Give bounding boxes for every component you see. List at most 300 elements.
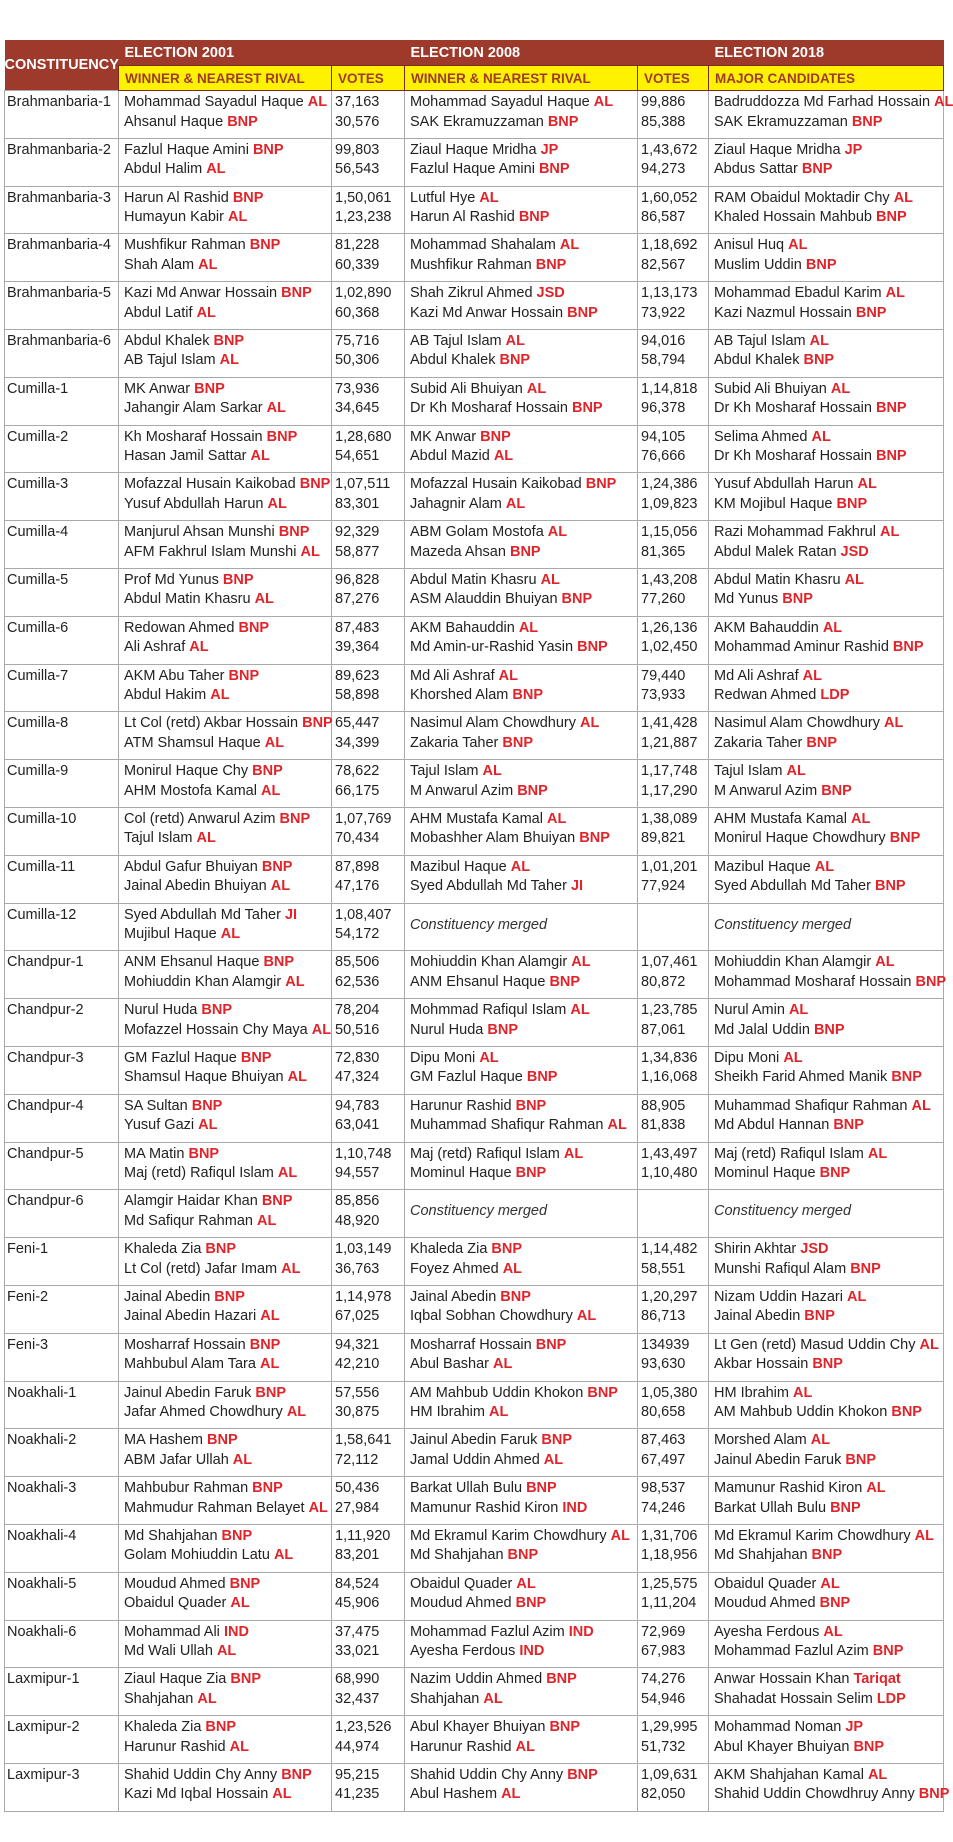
vote-count: 1,24,386: [641, 476, 698, 493]
candidate-name: ANM Ehsanul Haque: [124, 954, 260, 971]
election-2001-header: ELECTION 2001: [119, 40, 405, 66]
party-label: BNP: [512, 687, 543, 704]
party-label: BNP: [229, 1575, 261, 1592]
party-label: AL: [607, 1117, 627, 1134]
winner-rival-2001: [119, 760, 332, 808]
vote-count: 33,021: [335, 1643, 380, 1659]
constituency-name: Brahmanbaria-1: [5, 91, 119, 139]
candidate-line: [124, 1192, 327, 1212]
candidate-line: [714, 523, 939, 543]
candidate-line: [124, 284, 327, 304]
candidate-name: Mushfikur Rahman: [124, 237, 246, 254]
candidate-line: [410, 1451, 633, 1471]
candidate-line: [410, 447, 633, 467]
winner-rival-2001: [119, 616, 332, 664]
votes-2001: [332, 329, 405, 377]
candidate-name: Abdul Matin Khasru: [714, 571, 841, 588]
winner-rival-2008: [405, 282, 638, 330]
candidate-name: Md Ekramul Karim Chowdhury: [714, 1527, 911, 1544]
winner-rival-2001: [119, 1477, 332, 1525]
major-candidates-2018: [709, 1046, 944, 1094]
candidate-line: [714, 351, 939, 371]
winner-rival-2001: [119, 1429, 332, 1477]
party-label: AL: [272, 1786, 292, 1803]
candidate-line: [410, 208, 633, 228]
party-label: BNP: [535, 1336, 567, 1353]
candidate-line: [714, 686, 939, 706]
candidate-name: Obaidul Quader: [714, 1575, 817, 1592]
candidate-line: [410, 256, 633, 276]
table-row: [5, 999, 944, 1047]
party-label: BNP: [252, 763, 283, 780]
table-row: [5, 951, 944, 999]
candidate-name: AHM Mustafa Kamal: [714, 810, 847, 827]
votes-2008: [638, 951, 709, 999]
party-label: BNP: [804, 1308, 835, 1325]
constituency-name: Chandpur-2: [5, 999, 119, 1047]
table-row: [5, 473, 944, 521]
vote-count: 81,365: [641, 543, 686, 560]
vote-count: 75,716: [335, 332, 380, 349]
party-label: BNP: [547, 113, 579, 130]
candidate-line: [410, 1546, 633, 1566]
votes-2008: [638, 807, 709, 855]
candidate-name: Muslim Uddin: [714, 256, 802, 273]
party-label: BNP: [805, 256, 837, 273]
votes-2008: [638, 425, 709, 473]
candidate-line: [410, 1594, 633, 1614]
votes-2001: [332, 138, 405, 186]
winner-rival-2008: [405, 855, 638, 903]
candidate-name: Shah Alam: [124, 256, 195, 273]
candidate-line: [714, 1049, 939, 1069]
vote-count: 58,877: [335, 543, 380, 560]
candidate-line: [124, 351, 327, 371]
party-label: BNP: [567, 1766, 598, 1783]
candidate-name: Anisul Huq: [714, 237, 785, 254]
party-label: AL: [216, 1643, 237, 1659]
winner-rival-2008: [405, 1046, 638, 1094]
vote-count: 86,713: [641, 1308, 686, 1325]
party-label: AL: [593, 94, 614, 110]
candidate-line: [124, 667, 327, 687]
party-label: AL: [814, 858, 835, 875]
candidate-name: Nurul Huda: [124, 1002, 198, 1019]
vote-count: 85,506: [335, 954, 380, 971]
candidate-name: Mazibul Haque: [410, 858, 507, 875]
candidate-name: AKM Bahauddin: [714, 619, 819, 636]
candidate-line: [124, 1546, 327, 1566]
winner-rival-2001: [119, 377, 332, 425]
vote-count: 76,666: [641, 448, 686, 465]
candidate-name: Mohammad Fazlul Azim: [410, 1623, 565, 1640]
candidate-line: [124, 1116, 327, 1136]
vote-count: 1,26,136: [641, 619, 698, 636]
candidate-line: [410, 953, 633, 973]
party-label: BNP: [821, 782, 852, 799]
vote-count: 1,08,407: [335, 906, 392, 923]
major-candidates-2018: [709, 616, 944, 664]
winner-rival-2001: [119, 1190, 332, 1238]
party-label: BNP: [891, 1404, 922, 1421]
party-label: AL: [286, 1404, 307, 1421]
candidate-name: Redowan Ahmed: [124, 619, 235, 636]
candidate-name: Kazi Md Iqbal Hossain: [124, 1786, 269, 1803]
party-label: AL: [498, 667, 518, 684]
candidate-line: [410, 141, 633, 161]
candidate-line: [714, 829, 939, 849]
candidate-line: [714, 1785, 950, 1805]
votes-2001: [332, 664, 405, 712]
vote-count: 58,898: [335, 687, 380, 704]
candidate-line: [714, 714, 939, 734]
candidate-name: Harunur Rashid: [124, 1738, 226, 1755]
candidate-name: Jainul Abedin Faruk: [714, 1451, 842, 1468]
votes-2008: [638, 999, 709, 1047]
candidate-line: [714, 284, 939, 304]
candidate-line: [714, 1068, 939, 1088]
candidate-line: [124, 1642, 327, 1662]
candidate-name: Md Yunus: [714, 591, 779, 608]
vote-count: 74,246: [641, 1499, 686, 1516]
candidate-line: [410, 1642, 633, 1662]
party-label: AL: [786, 763, 806, 780]
candidate-name: Kazi Nazmul Hossain: [714, 304, 852, 321]
constituency-name: Chandpur-5: [5, 1142, 119, 1190]
candidate-name: HM Ibrahim: [714, 1384, 789, 1401]
vote-count: 92,329: [335, 524, 380, 541]
candidate-line: [410, 1738, 633, 1758]
vote-count: 1,25,575: [641, 1575, 698, 1592]
votes-2001: [332, 616, 405, 664]
candidate-line: [124, 543, 327, 563]
party-label: BNP: [803, 352, 835, 369]
candidate-line: [124, 1738, 327, 1758]
candidate-line: [714, 475, 939, 495]
major-candidates-2018: [709, 1285, 944, 1333]
party-label: BNP: [585, 476, 617, 493]
candidate-name: Jainal Abedin: [410, 1288, 497, 1305]
candidate-name: Md Ekramul Karim Chowdhury: [410, 1527, 607, 1544]
candidate-name: Mohammad Mosharaf Hossain: [714, 973, 912, 990]
votes-2001: [332, 1763, 405, 1811]
vote-count: 1,23,526: [335, 1719, 392, 1736]
table-row: [5, 1572, 944, 1620]
party-label: AL: [516, 1575, 536, 1592]
winner-rival-2001: [119, 1333, 332, 1381]
table-row: [5, 568, 944, 616]
major-candidates-2018: [709, 1333, 944, 1381]
party-label: AL: [232, 1451, 253, 1468]
party-label: AL: [543, 1451, 564, 1468]
candidate-line: [410, 571, 633, 591]
vote-count: 70,434: [335, 830, 380, 847]
constituency-name: Brahmanbaria-6: [5, 329, 119, 377]
table-row: [5, 664, 944, 712]
candidate-line: [714, 543, 939, 563]
vote-count: 1,10,480: [641, 1165, 698, 1182]
candidate-name: Muhammad Shafiqur Rahman: [714, 1097, 908, 1114]
candidate-name: Khaleda Zia: [410, 1241, 488, 1258]
candidate-line: [124, 1690, 327, 1710]
candidate-name: Maj (retd) Rafiqul Islam: [714, 1145, 864, 1162]
votes-2001: [332, 1620, 405, 1668]
candidate-name: Abdul Khalek: [124, 332, 210, 349]
candidate-line: [714, 638, 939, 658]
votes-2008: [638, 1046, 709, 1094]
winner-rival-2001: [119, 951, 332, 999]
candidate-name: Abul Hashem: [410, 1786, 498, 1803]
vote-count: 54,172: [335, 926, 380, 943]
candidate-line: [410, 1785, 633, 1805]
candidate-name: Abdul Khalek: [714, 352, 800, 369]
party-label: AL: [518, 619, 539, 636]
candidate-line: [124, 590, 327, 610]
party-label: BNP: [892, 639, 924, 656]
major-candidates-2018: [709, 1572, 944, 1620]
candidate-name: Ziaul Haque Mridha: [410, 141, 537, 158]
vote-count: 1,07,769: [335, 810, 392, 827]
party-label: BNP: [538, 161, 570, 178]
candidate-name: Maj (retd) Rafiqul Islam: [124, 1165, 274, 1182]
party-label: BNP: [228, 667, 260, 684]
constituency-name: Feni-3: [5, 1333, 119, 1381]
party-label: AL: [270, 878, 291, 895]
candidate-name: Yusuf Abdullah Harun: [124, 495, 264, 512]
major-candidates-2018: [709, 1716, 944, 1764]
winner-rival-2008: [405, 664, 638, 712]
candidate-line: [714, 1355, 939, 1375]
party-label: BNP: [549, 973, 581, 990]
vote-count: 54,946: [641, 1690, 686, 1707]
candidate-line: [410, 1068, 633, 1088]
party-label: Tariqat: [853, 1671, 901, 1688]
votes-2008: [638, 186, 709, 234]
party-label: LDP: [876, 1690, 906, 1707]
candidate-name: Md Shahjahan: [124, 1527, 218, 1544]
candidate-name: Shahid Uddin Chy Anny: [124, 1766, 278, 1783]
major-candidates-2018: [709, 903, 944, 951]
table-row: [5, 855, 944, 903]
vote-count: 56,543: [335, 161, 380, 178]
vote-count: 1,05,380: [641, 1384, 698, 1401]
vote-count: 89,623: [335, 667, 380, 684]
vote-count: 65,447: [335, 715, 380, 732]
candidate-name: Md Shahjahan: [714, 1547, 808, 1564]
votes-2001: [332, 1046, 405, 1094]
party-label: AL: [547, 524, 568, 541]
votes-2001: [332, 1429, 405, 1477]
candidate-name: Ziaul Haque Zia: [124, 1671, 227, 1688]
votes-2008: [638, 903, 709, 951]
party-label: AL: [802, 667, 822, 684]
vote-count: 77,924: [641, 878, 686, 895]
party-label: IND: [568, 1623, 594, 1640]
party-label: BNP: [227, 113, 258, 130]
vote-count: 79,440: [641, 667, 686, 684]
votes-2008: [638, 1190, 709, 1238]
party-label: AL: [273, 1547, 294, 1564]
vote-count: 94,783: [335, 1097, 380, 1114]
winner-rival-2001: [119, 138, 332, 186]
candidate-line: [410, 1355, 633, 1375]
major-candidates-2018: [709, 1477, 944, 1525]
constituency-name: Cumilla-12: [5, 903, 119, 951]
candidate-line: [124, 1307, 327, 1327]
party-label: BNP: [567, 304, 598, 321]
constituency-name: Brahmanbaria-4: [5, 234, 119, 282]
party-label: BNP: [255, 1384, 287, 1401]
candidate-line: [410, 1260, 633, 1280]
votes-2008: [638, 760, 709, 808]
votes-2008: [638, 712, 709, 760]
party-label: BNP: [232, 189, 264, 206]
candidate-name: Mofazzal Husain Kaikobad: [410, 476, 582, 493]
winner-rival-2008: [405, 1333, 638, 1381]
party-label: AL: [934, 94, 953, 110]
party-label: BNP: [194, 380, 225, 397]
vote-count: 94,321: [335, 1336, 380, 1353]
candidate-line: [714, 1479, 939, 1499]
candidate-line: [124, 1594, 327, 1614]
table-row: [5, 138, 944, 186]
vote-count: 41,235: [335, 1786, 380, 1803]
candidate-line: [124, 256, 327, 276]
candidate-line: [410, 734, 633, 754]
party-label: AL: [266, 400, 286, 417]
election-2018-header: ELECTION 2018: [709, 40, 944, 66]
candidate-line: [124, 1575, 327, 1595]
candidate-line: [410, 1499, 633, 1519]
party-label: BNP: [782, 591, 813, 608]
votes-2001: [332, 1190, 405, 1238]
candidate-name: Selima Ahmed: [714, 428, 808, 445]
party-label: AL: [783, 1049, 803, 1066]
constituency-name: Cumilla-7: [5, 664, 119, 712]
candidate-name: KM Mojibul Haque: [714, 495, 833, 512]
candidate-line: [124, 1718, 327, 1738]
candidate-line: [410, 428, 633, 448]
party-label: AL: [809, 332, 829, 349]
party-label: LDP: [820, 687, 850, 704]
party-label: BNP: [549, 1719, 581, 1736]
vote-count: 78,622: [335, 763, 380, 780]
candidate-line: [410, 523, 633, 543]
party-label: BNP: [252, 1480, 283, 1497]
major-candidates-2018: [709, 1429, 944, 1477]
candidate-line: [714, 1097, 939, 1117]
candidate-line: [714, 1336, 939, 1356]
candidate-name: GM Fazlul Haque: [124, 1049, 237, 1066]
votes-2008: [638, 1333, 709, 1381]
party-label: AL: [875, 954, 895, 971]
vote-count: 83,301: [335, 495, 380, 512]
candidate-line: [714, 973, 947, 993]
candidate-name: Ayesha Ferdous: [410, 1643, 516, 1659]
votes-2001: [332, 1668, 405, 1716]
party-label: AL: [493, 1356, 513, 1373]
candidate-name: Abdul Latif: [124, 304, 193, 321]
candidate-line: [124, 236, 327, 256]
candidate-line: [714, 1594, 939, 1614]
candidate-name: Md Ali Ashraf: [410, 667, 495, 684]
winner-rival-2001: [119, 999, 332, 1047]
candidate-line: [124, 1384, 327, 1404]
candidate-line: [124, 1068, 327, 1088]
candidate-line: [714, 304, 939, 324]
candidate-name: AKM Abu Taher: [124, 667, 225, 684]
vote-count: 1,13,173: [641, 285, 698, 302]
party-label: BNP: [830, 1499, 861, 1516]
major-candidates-2018: [709, 1381, 944, 1429]
winner-rival-2008: [405, 91, 638, 139]
candidate-name: Tajul Islam: [714, 763, 783, 780]
votes-2008: [638, 568, 709, 616]
votes-2008: [638, 664, 709, 712]
vote-count: 1,34,836: [641, 1049, 698, 1066]
vote-count: 87,898: [335, 858, 380, 875]
constituency-name: Chandpur-3: [5, 1046, 119, 1094]
party-label: AL: [488, 1404, 509, 1421]
candidate-line: [714, 447, 939, 467]
constituency-name: Brahmanbaria-3: [5, 186, 119, 234]
party-label: BNP: [845, 1451, 877, 1468]
candidate-name: Abdul Khalek: [410, 352, 496, 369]
votes-2001: [332, 807, 405, 855]
party-label: AL: [510, 858, 531, 875]
candidate-line: [410, 590, 633, 610]
party-label: AL: [198, 1117, 218, 1134]
vote-count: 1,28,680: [335, 428, 392, 445]
candidate-line: [124, 332, 327, 352]
vote-count: 37,475: [335, 1623, 380, 1640]
votes-2001: [332, 91, 405, 139]
candidate-line: [410, 1431, 633, 1451]
party-label: BNP: [535, 256, 567, 273]
candidate-line: [124, 113, 327, 133]
party-label: BNP: [261, 858, 293, 875]
major-candidates-2018: [709, 473, 944, 521]
candidate-name: Nurul Huda: [410, 1021, 484, 1038]
candidate-line: [714, 1240, 939, 1260]
candidate-name: Mazeda Ahsan: [410, 543, 506, 560]
candidate-line: [410, 1575, 633, 1595]
candidate-name: Shahid Uddin Chy Anny: [410, 1766, 564, 1783]
candidate-line: [410, 1001, 633, 1021]
party-label: AL: [851, 810, 871, 827]
candidate-name: Abul Bashar: [410, 1356, 489, 1373]
candidate-name: Yusuf Abdullah Harun: [714, 476, 854, 493]
party-label: BNP: [491, 1241, 523, 1258]
winner-rival-2001: [119, 1046, 332, 1094]
candidate-line: [410, 1097, 633, 1117]
candidate-name: Syed Abdullah Md Taher: [410, 878, 567, 895]
party-label: AL: [867, 1766, 888, 1783]
winner-rival-2008: [405, 473, 638, 521]
party-label: BNP: [577, 639, 608, 656]
vote-count: 82,567: [641, 256, 686, 273]
candidate-name: Nizam Uddin Hazari: [714, 1288, 843, 1305]
table-row: [5, 1716, 944, 1764]
candidate-line: [124, 1021, 332, 1041]
party-label: BNP: [214, 1288, 245, 1305]
winner-rival-2008: [405, 1285, 638, 1333]
candidate-name: Khaleda Zia: [124, 1241, 202, 1258]
winner-rival-2001: [119, 521, 332, 569]
winner-rival-2008: [405, 1668, 638, 1716]
votes-2001: [332, 1333, 405, 1381]
vote-count: 80,872: [641, 973, 686, 990]
